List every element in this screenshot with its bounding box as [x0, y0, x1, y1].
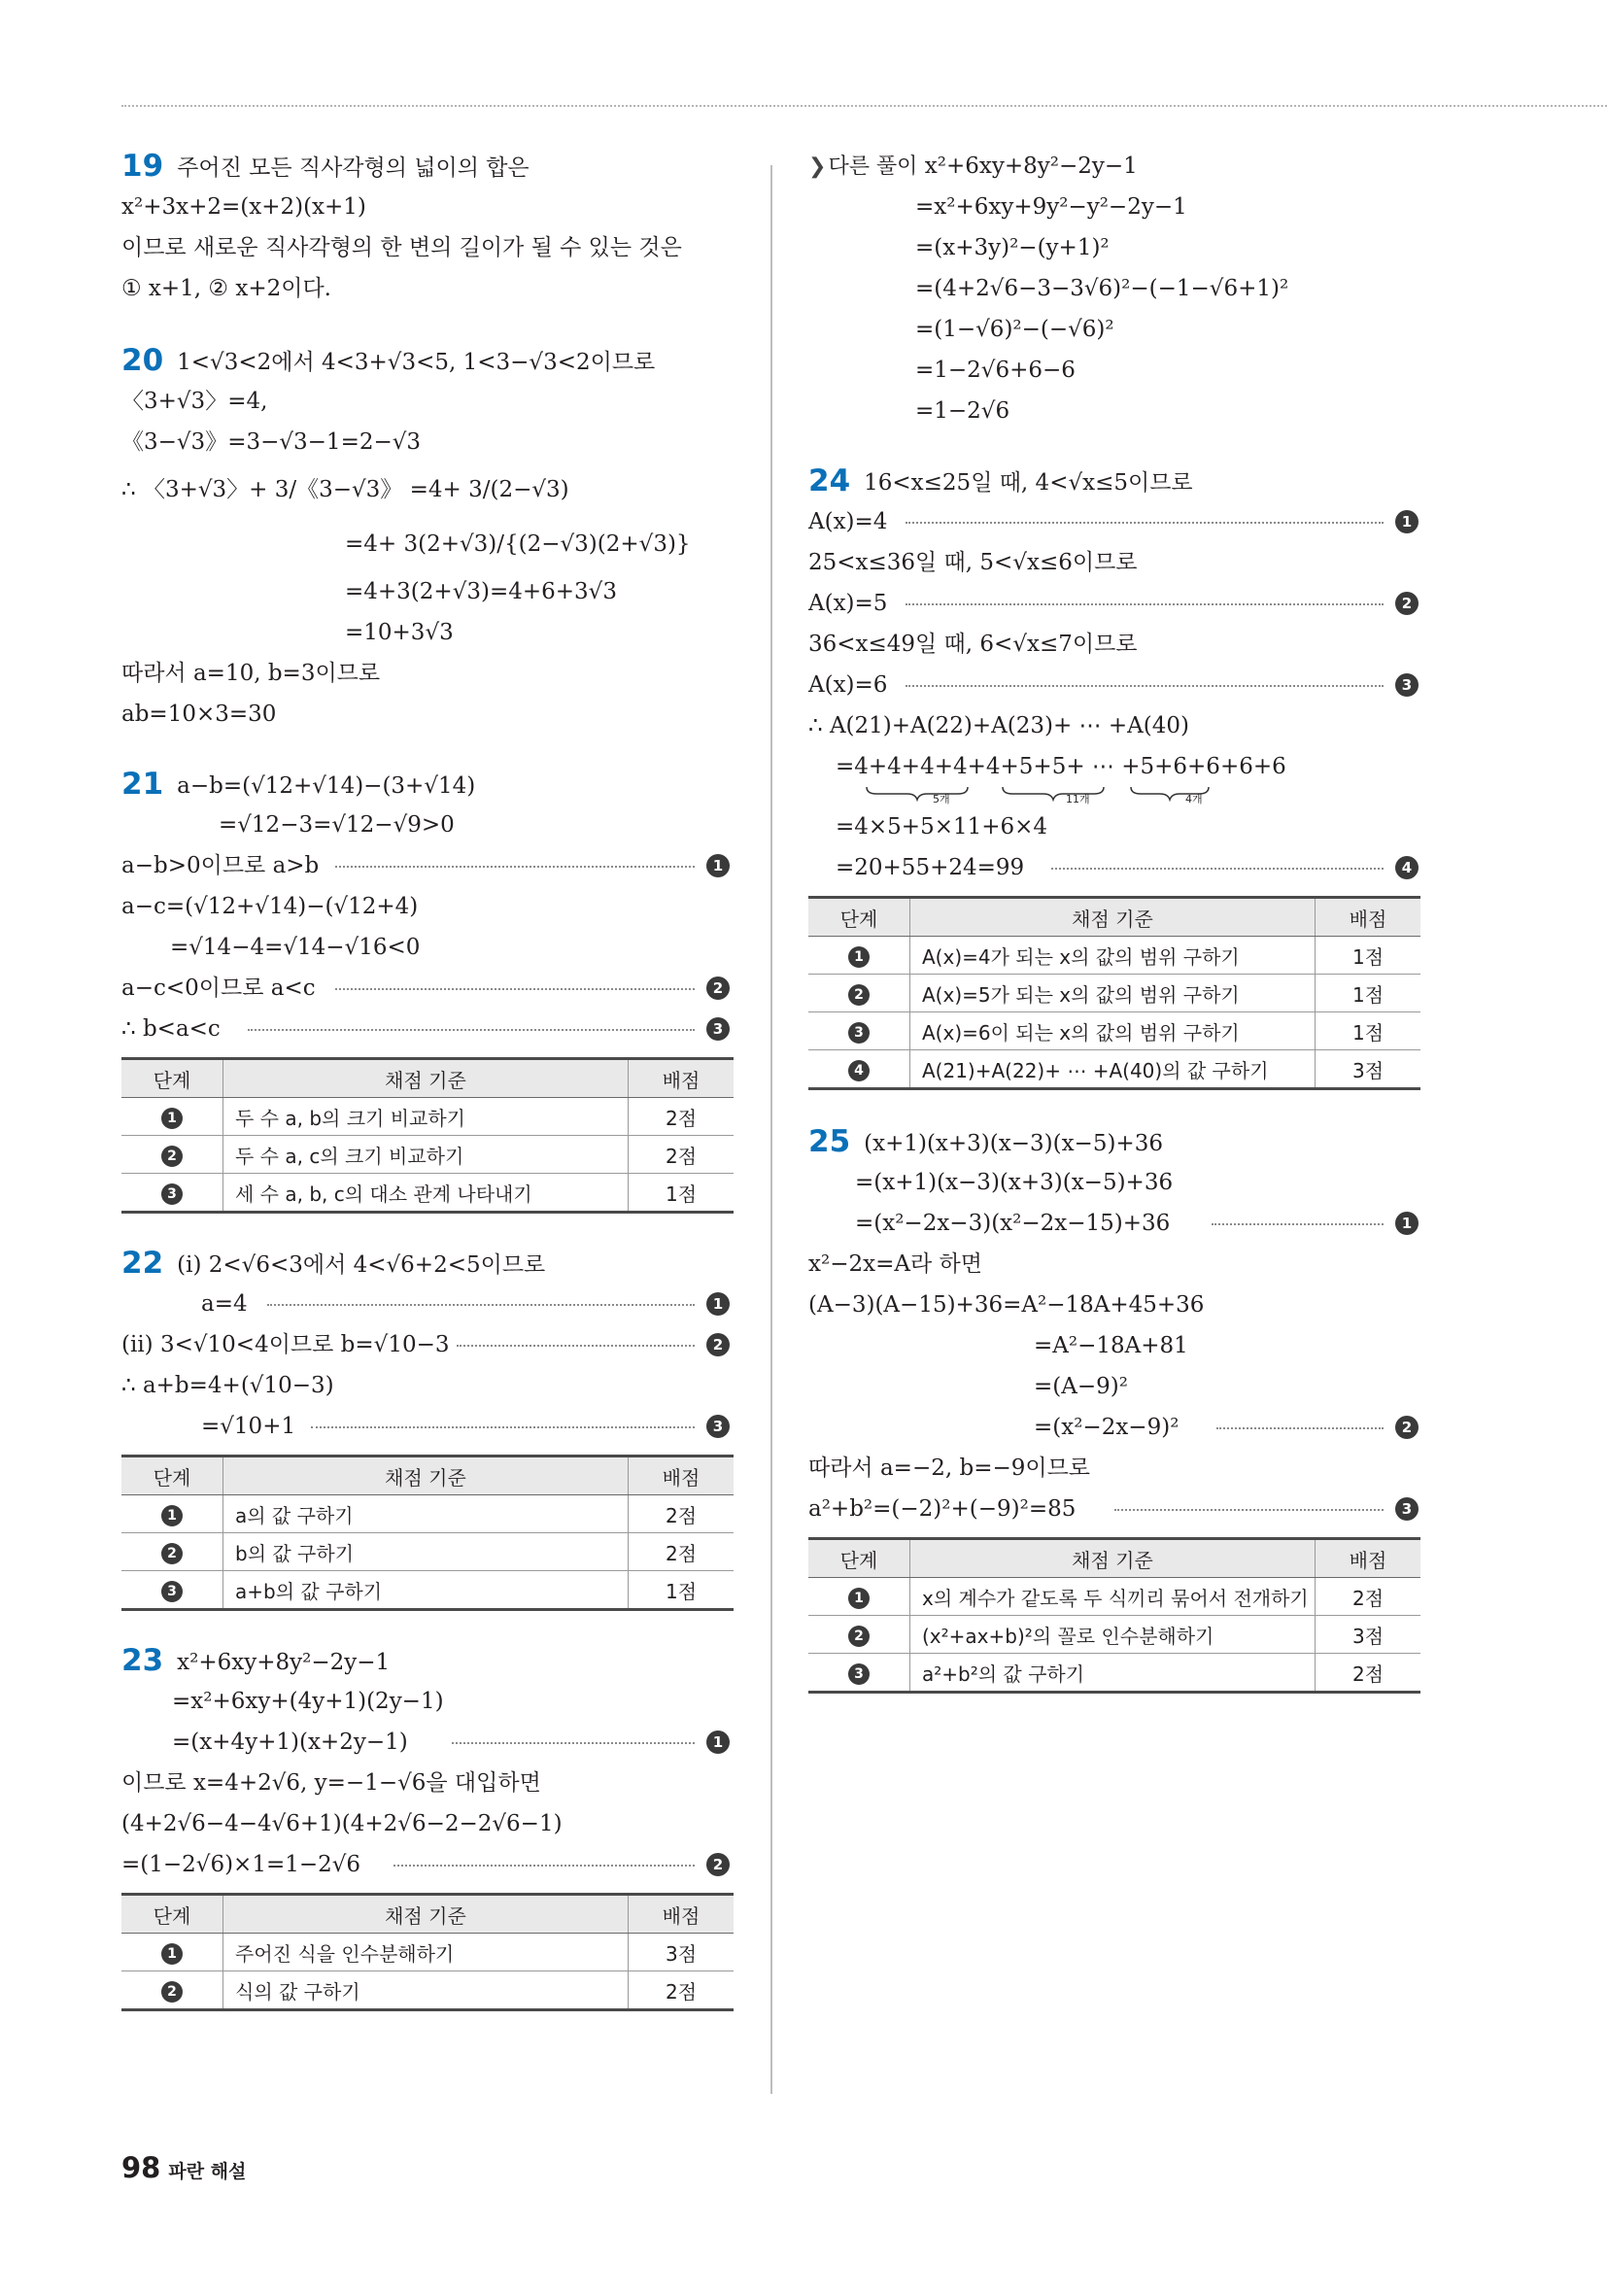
- problem-25: [808, 1121, 1422, 1694]
- step-2-marker: 2: [706, 977, 730, 1000]
- step-2-marker: 2: [1395, 1416, 1419, 1439]
- criterion-cell: A(x)=6이 되는 x의 값의 범위 구하기: [910, 1012, 1316, 1050]
- p20-line-9: ab=10×3=30: [121, 702, 277, 727]
- score-cell: 1점: [1316, 975, 1421, 1012]
- leader-dots: [906, 603, 1384, 605]
- table-row: [121, 1571, 734, 1610]
- scoring-table-24: [808, 896, 1420, 1090]
- header-step: 단계: [808, 898, 910, 937]
- header-step: 단계: [121, 1456, 223, 1495]
- score-cell: 3점: [629, 1934, 735, 1971]
- step-1-marker: 1: [706, 854, 730, 877]
- score-cell: 2점: [629, 1098, 735, 1136]
- problem-20: [121, 340, 734, 735]
- p25-text: (x+1)(x+3)(x−3)(x−5)+36: [864, 1131, 1163, 1156]
- criterion-cell: 세 수 a, b, c의 대소 관계 나타내기: [223, 1174, 629, 1213]
- step-1-marker: 1: [1395, 510, 1419, 533]
- p19-line-4: ① x+1, ② x+2이다.: [121, 276, 331, 301]
- p22-line-4: ∴ a+b=4+(√10−3): [121, 1373, 334, 1398]
- score-cell: 2점: [629, 1495, 735, 1533]
- table-row: [121, 1174, 734, 1213]
- p24-line-3: 25<x≤36일 때, 5<√x≤6이므로: [808, 550, 1138, 575]
- header-criterion: 채점 기준: [910, 1539, 1316, 1578]
- p25-number: 25: [808, 1124, 851, 1159]
- leader-dots: [248, 1029, 695, 1031]
- p21-line-6-text: a−c<0이므로 a<c: [121, 976, 316, 1001]
- p20-line-7: =10+3√3: [345, 620, 454, 645]
- p24-brace-row: [808, 785, 1422, 806]
- p23-line-3-text: =(x+4y+1)(x+2y−1): [172, 1730, 408, 1755]
- step-1-marker: 1: [1395, 1212, 1419, 1235]
- table-row: [121, 1098, 734, 1136]
- header-score: 배점: [629, 1895, 735, 1934]
- leader-dots: [267, 1304, 695, 1306]
- p22-text: (ⅰ) 2<√6<3에서 4<√6+2<5이므로: [177, 1252, 546, 1278]
- leader-dots: [457, 1345, 695, 1347]
- p20-line-4: ∴ 〈3+√3〉+ 3/《3−√3》 =4+ 3/(2−√3): [121, 477, 569, 502]
- p24-line-8: =4+4+4+4+4+5+5+ ⋯ +5+6+6+6+6: [836, 754, 1286, 779]
- score-cell: 2점: [1316, 1578, 1421, 1616]
- step-2-marker: 2: [1395, 592, 1419, 615]
- criterion-cell: 두 수 a, b의 크기 비교하기: [223, 1098, 629, 1136]
- p25-line-1: [808, 1121, 1422, 1162]
- p24-line-5: 36<x≤49일 때, 6<√x≤7이므로: [808, 632, 1138, 657]
- score-cell: 2점: [629, 1136, 735, 1174]
- p24-line-7: ∴ A(21)+A(22)+A(23)+ ⋯ +A(40): [808, 713, 1189, 738]
- p22-line-2: [121, 1284, 734, 1324]
- step-marker: 3: [161, 1183, 183, 1205]
- p22-line-1: [121, 1243, 734, 1284]
- criterion-cell: a²+b²의 값 구하기: [910, 1654, 1316, 1693]
- header-step: 단계: [121, 1895, 223, 1934]
- p25-line-9: 따라서 a=−2, b=−9이므로: [808, 1456, 1091, 1481]
- leader-dots: [906, 522, 1384, 524]
- p23-line-5: (4+2√6−4−4√6+1)(4+2√6−2−2√6−1): [121, 1811, 563, 1836]
- p25-line-10-text: a²+b²=(−2)²+(−9)²=85: [808, 1496, 1077, 1522]
- criterion-cell: (x²+ax+b)²의 꼴로 인수분해하기: [910, 1616, 1316, 1654]
- header-criterion: 채점 기준: [223, 1895, 629, 1934]
- p24-line-10-text: =20+55+24=99: [836, 855, 1025, 880]
- p24-line-4-text: A(x)=5: [808, 591, 888, 616]
- p20-line-1: [121, 340, 734, 381]
- brace-label-2: 11개: [1066, 793, 1090, 805]
- p25-line-7: =(A−9)²: [1034, 1374, 1128, 1399]
- step-marker: 2: [161, 1146, 183, 1167]
- p24-number: 24: [808, 463, 851, 498]
- header-rule: [121, 105, 1607, 107]
- p24-line-6-text: A(x)=6: [808, 672, 888, 698]
- table-row: [121, 1971, 734, 2010]
- p25-line-10: [808, 1489, 1422, 1529]
- p20-line-3: 《3−√3》=3−√3−1=2−√3: [121, 429, 422, 455]
- step-4-marker: 4: [1395, 856, 1419, 879]
- page-number: 98: [121, 2151, 161, 2184]
- alt-line-2: =x²+6xy+9y²−y²−2y−1: [915, 194, 1187, 220]
- p23-line-6: [121, 1844, 734, 1885]
- criterion-cell: a의 값 구하기: [223, 1495, 629, 1533]
- p23-line-6-text: =(1−2√6)×1=1−2√6: [121, 1852, 361, 1877]
- alt-line-1-text: x²+6xy+8y²−2y−1: [924, 154, 1138, 179]
- table-row: [808, 1012, 1420, 1050]
- p22-number: 22: [121, 1246, 164, 1281]
- table-row: [808, 1654, 1420, 1693]
- score-cell: 2점: [629, 1971, 735, 2010]
- score-cell: 1점: [629, 1174, 735, 1213]
- header-step: 단계: [121, 1059, 223, 1098]
- p20-text: 1<√3<2에서 4<3+√3<5, 1<3−√3<2이므로: [177, 350, 656, 375]
- step-marker: 1: [161, 1943, 183, 1965]
- p21-line-3: [121, 845, 734, 886]
- p20-line-5: =4+ 3(2+√3)/{(2−√3)(2+√3)}: [345, 531, 691, 557]
- p19-line-1: [121, 146, 734, 187]
- alternative-solution-23: [808, 146, 1422, 431]
- p23-line-1: [121, 1640, 734, 1681]
- p21-line-5: =√14−4=√14−√16<0: [170, 935, 421, 960]
- p23-text: x²+6xy+8y²−2y−1: [177, 1650, 391, 1675]
- p20-number: 20: [121, 343, 164, 378]
- brace-1: [867, 787, 968, 800]
- header-criterion: 채점 기준: [223, 1456, 629, 1495]
- criterion-cell: b의 값 구하기: [223, 1533, 629, 1571]
- scoring-table-23: [121, 1893, 734, 2011]
- p25-line-5: (A−3)(A−15)+36=A²−18A+45+36: [808, 1292, 1205, 1318]
- alt-label-text: 다른 풀이: [828, 154, 918, 179]
- step-marker: 1: [848, 946, 870, 968]
- step-marker: 2: [848, 984, 870, 1006]
- chevron-right-icon: ❯: [808, 154, 827, 179]
- criterion-cell: x의 계수가 같도록 두 식끼리 묶어서 전개하기: [910, 1578, 1316, 1616]
- table-row: [808, 937, 1420, 975]
- header-score: 배점: [1316, 898, 1421, 937]
- leader-dots: [1114, 1509, 1384, 1511]
- alt-line-1: [808, 146, 1422, 187]
- alt-line-6: =1−2√6+6−6: [915, 358, 1076, 383]
- table-row: [121, 1533, 734, 1571]
- table-row: [808, 1050, 1420, 1089]
- p25-line-8-text: =(x²−2x−9)²: [1034, 1415, 1180, 1440]
- step-1-marker: 1: [706, 1731, 730, 1754]
- footer-title: 파란 해설: [168, 2161, 247, 2182]
- p25-line-3-text: =(x²−2x−3)(x²−2x−15)+36: [855, 1211, 1171, 1236]
- p21-line-7: [121, 1009, 734, 1049]
- p19-text: 주어진 모든 직사각형의 넓이의 합은: [177, 155, 530, 181]
- table-row: [808, 1578, 1420, 1616]
- brace-underlines: [808, 785, 1422, 806]
- leader-dots: [1216, 1427, 1384, 1429]
- step-marker: 4: [848, 1060, 870, 1081]
- score-cell: 1점: [1316, 937, 1421, 975]
- step-3-marker: 3: [1395, 673, 1419, 697]
- leader-dots: [452, 1742, 695, 1744]
- criterion-cell: A(x)=4가 되는 x의 값의 범위 구하기: [910, 937, 1316, 975]
- p22-line-5-text: =√10+1: [201, 1414, 296, 1439]
- brace-label-1: 5개: [933, 793, 950, 805]
- right-column: [808, 146, 1422, 1694]
- p21-line-1: [121, 764, 734, 805]
- p21-number: 21: [121, 767, 164, 802]
- p24-line-10: [808, 847, 1422, 888]
- leader-dots: [393, 1865, 695, 1867]
- p19-line-2: x²+3x+2=(x+2)(x+1): [121, 194, 366, 220]
- p25-line-6: =A²−18A+81: [1034, 1333, 1188, 1358]
- step-marker: 2: [161, 1543, 183, 1564]
- step-3-marker: 3: [1395, 1497, 1419, 1521]
- step-marker: 1: [161, 1505, 183, 1526]
- p20-line-8: 따라서 a=10, b=3이므로: [121, 661, 381, 686]
- p20-line-2: 〈3+√3〉=4,: [121, 389, 268, 414]
- criterion-cell: a+b의 값 구하기: [223, 1571, 629, 1610]
- left-column: [121, 146, 734, 2011]
- p19-line-3: 이므로 새로운 직사각형의 한 변의 길이가 될 수 있는 것은: [121, 235, 682, 260]
- p21-line-2: =√12−3=√12−√9>0: [219, 812, 455, 838]
- brace-label-3: 4개: [1185, 793, 1203, 805]
- table-row: [121, 1495, 734, 1533]
- column-divider: [770, 165, 772, 2094]
- p24-line-6: [808, 665, 1422, 705]
- leader-dots: [1051, 868, 1384, 870]
- p21-text: a−b=(√12+√14)−(3+√14): [177, 773, 476, 799]
- page-footer: [121, 2151, 246, 2184]
- p22-line-2-text: a=4: [201, 1291, 248, 1317]
- problem-21: [121, 764, 734, 1214]
- leader-dots: [906, 685, 1384, 687]
- score-cell: 3점: [1316, 1616, 1421, 1654]
- p21-line-3-text: a−b>0이므로 a>b: [121, 853, 320, 878]
- p25-line-4: x²−2x=A라 하면: [808, 1251, 982, 1277]
- score-cell: 3점: [1316, 1050, 1421, 1089]
- score-cell: 1점: [1316, 1012, 1421, 1050]
- p24-line-2-text: A(x)=4: [808, 509, 888, 534]
- step-marker: 1: [161, 1108, 183, 1129]
- p24-line-4: [808, 583, 1422, 624]
- header-score: 배점: [629, 1059, 735, 1098]
- criterion-cell: 식의 값 구하기: [223, 1971, 629, 2010]
- p19-number: 19: [121, 149, 164, 184]
- score-cell: 2점: [629, 1533, 735, 1571]
- p25-line-8: [808, 1407, 1422, 1448]
- p25-line-3: [808, 1203, 1422, 1244]
- score-cell: 2점: [1316, 1654, 1421, 1693]
- step-marker: 3: [161, 1581, 183, 1602]
- scoring-table-22: [121, 1455, 734, 1611]
- step-marker: 2: [161, 1981, 183, 2003]
- table-row: [121, 1136, 734, 1174]
- step-3-marker: 3: [706, 1415, 730, 1438]
- p23-line-2: =x²+6xy+(4y+1)(2y−1): [172, 1689, 444, 1714]
- criterion-cell: 두 수 a, c의 크기 비교하기: [223, 1136, 629, 1174]
- leader-dots: [335, 866, 695, 868]
- header-score: 배점: [1316, 1539, 1421, 1578]
- score-cell: 1점: [629, 1571, 735, 1610]
- problem-19: [121, 146, 734, 309]
- p25-line-2: =(x+1)(x−3)(x+3)(x−5)+36: [855, 1170, 1174, 1195]
- step-2-marker: 2: [706, 1853, 730, 1876]
- step-marker: 2: [848, 1626, 870, 1647]
- problem-22: [121, 1243, 734, 1611]
- p22-line-5: [121, 1406, 734, 1447]
- p24-line-2: [808, 501, 1422, 542]
- problem-23: [121, 1640, 734, 2011]
- step-marker: 3: [848, 1022, 870, 1044]
- p21-line-6: [121, 968, 734, 1009]
- problem-24: [808, 461, 1422, 1090]
- p21-line-4: a−c=(√12+√14)−(√12+4): [121, 894, 419, 919]
- leader-dots: [1212, 1223, 1384, 1225]
- header-score: 배점: [629, 1456, 735, 1495]
- p24-text: 16<x≤25일 때, 4<√x≤5이므로: [864, 470, 1193, 496]
- p22-line-3: [121, 1324, 734, 1365]
- scoring-table-21: [121, 1057, 734, 1214]
- leader-dots: [335, 988, 695, 990]
- alt-line-5: =(1−√6)²−(−√6)²: [915, 317, 1114, 342]
- header-criterion: 채점 기준: [223, 1059, 629, 1098]
- step-marker: 3: [848, 1663, 870, 1685]
- table-row: [121, 1934, 734, 1971]
- p23-line-3: [121, 1722, 734, 1763]
- step-2-marker: 2: [706, 1333, 730, 1356]
- criterion-cell: A(x)=5가 되는 x의 값의 범위 구하기: [910, 975, 1316, 1012]
- step-3-marker: 3: [706, 1017, 730, 1041]
- table-row: [808, 1616, 1420, 1654]
- alt-label: [808, 154, 917, 179]
- alt-line-7: =1−2√6: [915, 398, 1010, 424]
- criterion-cell: 주어진 식을 인수분해하기: [223, 1934, 629, 1971]
- p22-line-3-text: (ⅱ) 3<√10<4이므로 b=√10−3: [121, 1332, 450, 1357]
- table-row: [808, 975, 1420, 1012]
- alt-line-4: =(4+2√6−3−3√6)²−(−1−√6+1)²: [915, 276, 1289, 301]
- header-step: 단계: [808, 1539, 910, 1578]
- step-marker: 1: [848, 1588, 870, 1609]
- header-criterion: 채점 기준: [910, 898, 1316, 937]
- leader-dots: [311, 1426, 695, 1428]
- p23-line-4: 이므로 x=4+2√6, y=−1−√6을 대입하면: [121, 1770, 541, 1796]
- p20-line-6: =4+3(2+√3)=4+6+3√3: [345, 579, 617, 604]
- scoring-table-25: [808, 1537, 1420, 1694]
- criterion-cell: A(21)+A(22)+ ⋯ +A(40)의 값 구하기: [910, 1050, 1316, 1089]
- p24-line-1: [808, 461, 1422, 501]
- step-1-marker: 1: [706, 1292, 730, 1316]
- alt-line-3: =(x+3y)²−(y+1)²: [915, 235, 1110, 260]
- p24-line-9: =4×5+5×11+6×4: [836, 814, 1048, 840]
- p21-line-7-text: ∴ b<a<c: [121, 1016, 221, 1042]
- p23-number: 23: [121, 1643, 164, 1678]
